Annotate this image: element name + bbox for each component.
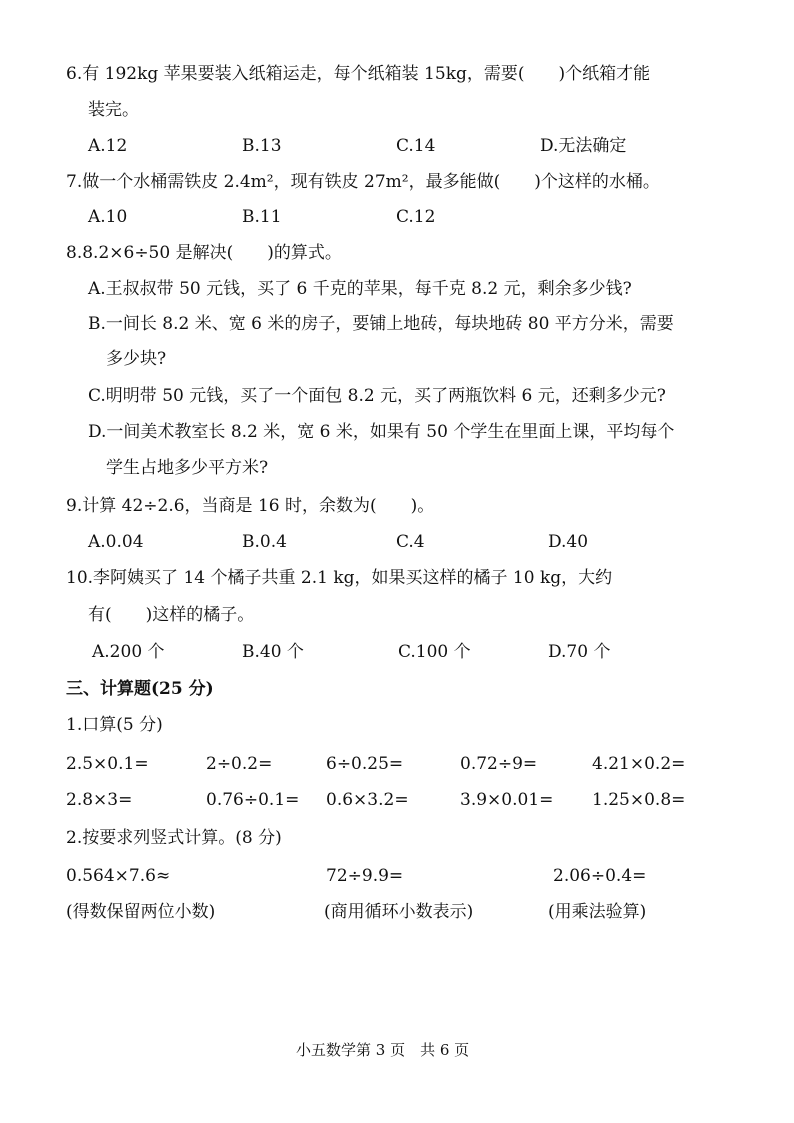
q7-stem: 7.做一个水桶需铁皮 2.4m²，现有铁皮 27m²，最多能做( )个这样的水桶。 bbox=[66, 172, 660, 192]
q7-option-c: C.12 bbox=[396, 207, 436, 227]
q6-stem-cont: 装完。 bbox=[88, 100, 139, 120]
part2-title: 2.按要求列竖式计算。(8 分) bbox=[66, 828, 282, 848]
q10-option-d: D.70 个 bbox=[548, 642, 611, 662]
q8-option-d: D.一间美术教室长 8.2 米，宽 6 米，如果有 50 个学生在里面上课，平均每个 bbox=[88, 422, 675, 442]
vertical-calc-item: 72÷9.9= bbox=[326, 866, 404, 886]
q10-option-c: C.100 个 bbox=[398, 642, 471, 662]
q7-option-b: B.11 bbox=[242, 207, 282, 227]
vertical-calc-item: 2.06÷0.4= bbox=[553, 866, 647, 886]
page-footer: 小五数学第 3 页 共 6 页 bbox=[296, 1041, 470, 1059]
calc-note: (得数保留两位小数) bbox=[66, 902, 216, 922]
q9-option-b: B.0.4 bbox=[242, 532, 287, 552]
mental-calc-item: 2.8×3= bbox=[66, 790, 133, 810]
q7-option-a: A.10 bbox=[88, 207, 128, 227]
mental-calc-item: 0.72÷9= bbox=[460, 754, 538, 774]
q8-option-b: B.一间长 8.2 米、宽 6 米的房子，要铺上地砖，每块地砖 80 平方分米，需要 bbox=[88, 314, 674, 334]
mental-calc-item: 1.25×0.8= bbox=[592, 790, 686, 810]
mental-calc-item: 4.21×0.2= bbox=[592, 754, 686, 774]
vertical-calc-item: 0.564×7.6≈ bbox=[66, 866, 171, 886]
q8-option-b-cont: 多少块? bbox=[106, 349, 167, 369]
q9-option-c: C.4 bbox=[396, 532, 425, 552]
q10-stem: 10.李阿姨买了 14 个橘子共重 2.1 kg，如果买这样的橘子 10 kg，大约 bbox=[66, 568, 613, 588]
q8-stem: 8.8.2×6÷50 是解决( )的算式。 bbox=[66, 243, 342, 263]
q8-option-a: A.王叔叔带 50 元钱，买了 6 千克的苹果，每千克 8.2 元，剩余多少钱? bbox=[88, 279, 632, 299]
calc-note: (用乘法验算) bbox=[548, 902, 647, 922]
mental-calc-item: 2.5×0.1= bbox=[66, 754, 149, 774]
q9-option-a: A.0.04 bbox=[88, 532, 144, 552]
mental-calc-item: 2÷0.2= bbox=[206, 754, 273, 774]
q8-option-d-cont: 学生占地多少平方米? bbox=[106, 458, 269, 478]
calc-note: (商用循环小数表示) bbox=[324, 902, 474, 922]
mental-calc-item: 6÷0.25= bbox=[326, 754, 404, 774]
q6-option-c: C.14 bbox=[396, 136, 436, 156]
q9-stem: 9.计算 42÷2.6，当商是 16 时，余数为( )。 bbox=[66, 496, 435, 516]
q10-stem-cont: 有( )这样的橘子。 bbox=[88, 605, 255, 625]
q8-option-c: C.明明带 50 元钱，买了一个面包 8.2 元，买了两瓶饮料 6 元，还剩多少元? bbox=[88, 386, 666, 406]
q6-option-a: A.12 bbox=[88, 136, 128, 156]
q9-option-d: D.40 bbox=[548, 532, 589, 552]
mental-calc-item: 0.76÷0.1= bbox=[206, 790, 300, 810]
q10-option-b: B.40 个 bbox=[242, 642, 304, 662]
q6-option-b: B.13 bbox=[242, 136, 282, 156]
mental-calc-item: 3.9×0.01= bbox=[460, 790, 554, 810]
q10-option-a: A.200 个 bbox=[92, 642, 165, 662]
q6-stem: 6.有 192kg 苹果要装入纸箱运走，每个纸箱装 15kg，需要( )个纸箱才能 bbox=[66, 64, 651, 84]
mental-calc-item: 0.6×3.2= bbox=[326, 790, 409, 810]
section-title: 三、计算题(25 分) bbox=[66, 679, 214, 699]
part1-title: 1.口算(5 分) bbox=[66, 715, 163, 735]
q6-option-d: D.无法确定 bbox=[540, 136, 627, 156]
